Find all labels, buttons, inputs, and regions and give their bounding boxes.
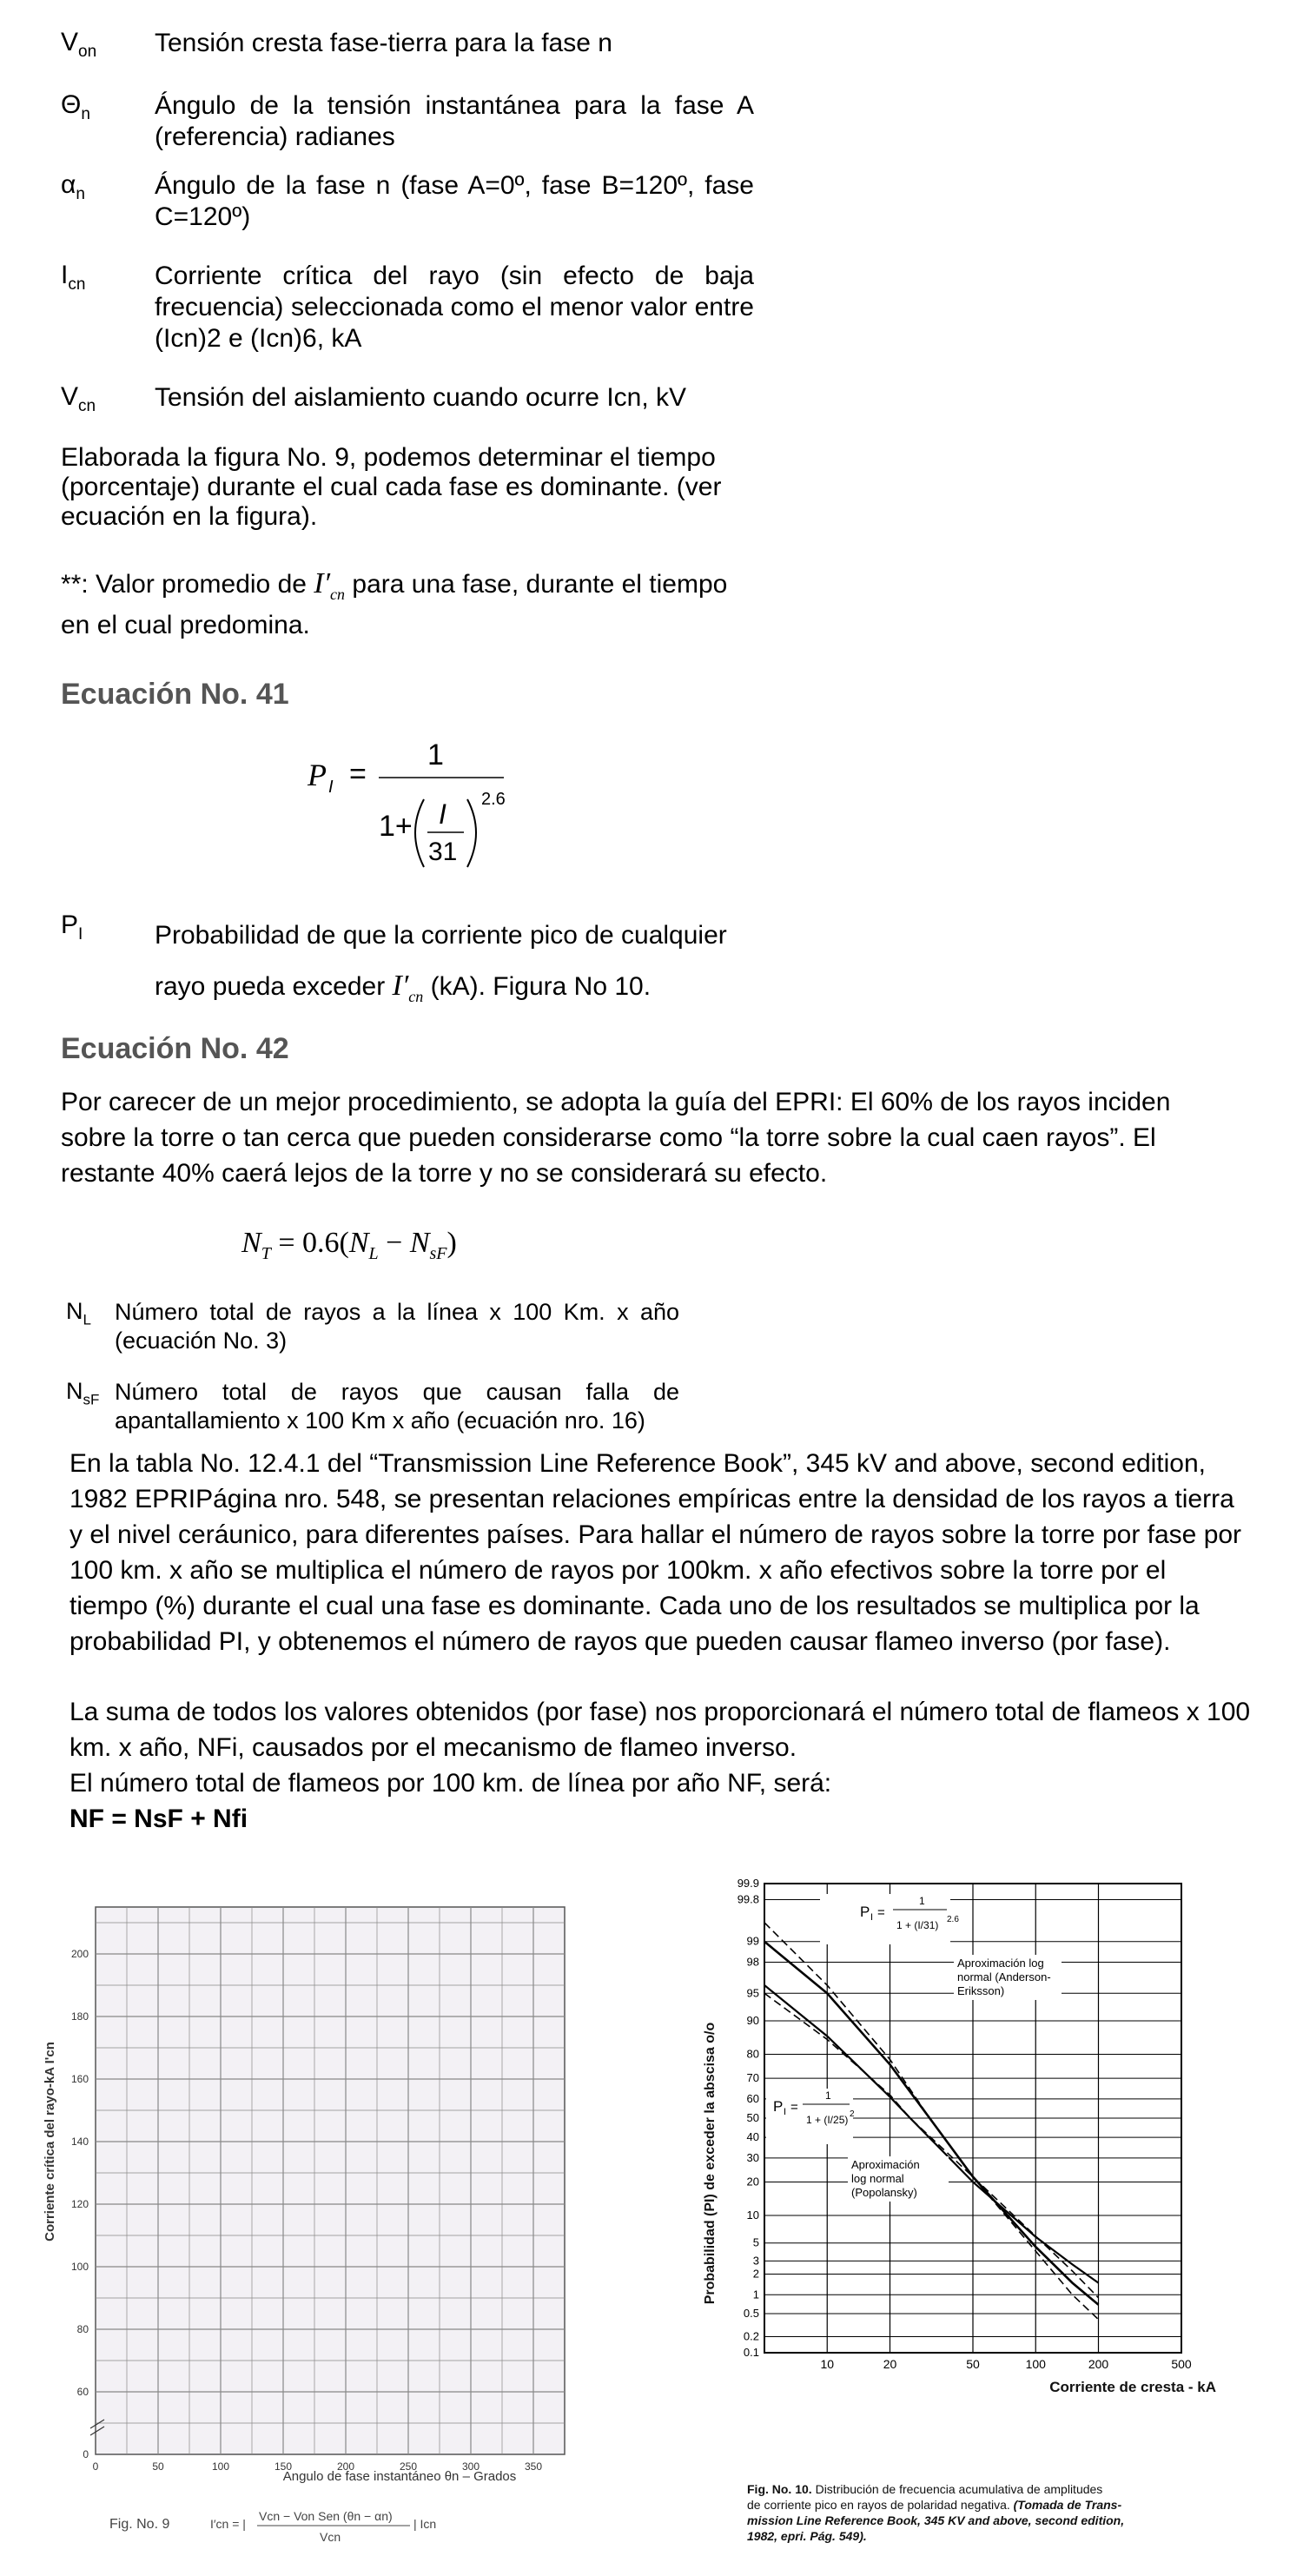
svg-text:2: 2 [850, 2109, 855, 2119]
fig10-y-tick: 1 [752, 2288, 759, 2301]
fig9-y-tick: 160 [70, 2073, 89, 2085]
eq41-numerator: 1 [427, 738, 444, 771]
svg-text:Eriksson): Eriksson) [957, 1984, 1005, 1997]
paragraph-sum: La suma de todos los valores obtenidos (por fase) nos proporcionará el número total de flameos x 100 km. x año, NFi, causados por el mecanismo de flameo inverso. [69, 1698, 1251, 1762]
definition-icn: Corriente crítica del rayo (sin efecto de baja frecuencia) seleccionada como el menor valor entre (Icn)2 e (Icn)6, kA [155, 262, 754, 353]
fig9-xlabel: Angulo de fase instantáneo θn – Grados [282, 2469, 517, 2484]
fig9-x-tick: 50 [152, 2460, 164, 2473]
definition-nsf: Número total de rayos que causan falla de apantallamiento x 100 Km x año (ecuación nro. 16) [115, 1379, 679, 1434]
fig9-caption: Fig. No. 9 [109, 2517, 170, 2532]
svg-text:I: I [784, 2107, 787, 2117]
fig9-y-tick: 200 [70, 1948, 89, 1960]
svg-text:Vcn: Vcn [320, 2530, 341, 2541]
equation-41 [295, 730, 539, 886]
fig10-annotation-popolansky [848, 2156, 949, 2202]
symbol-nsf: $N_{sF}$ [66, 1378, 100, 1408]
definition-vcn: Tensión del aislamiento cuando ocurre Icn, kV [155, 383, 687, 412]
fig9-x-tick: 0 [92, 2460, 99, 2473]
fig10-y-tick: 70 [746, 2071, 759, 2085]
svg-text:=: = [877, 1905, 885, 1920]
symbol-von: $V_{on}$ [61, 28, 97, 61]
svg-text:I: I [870, 1912, 874, 1923]
fig9-y-tick: 180 [70, 2010, 89, 2023]
fig9-y-tick: 60 [76, 2386, 89, 2398]
eq41-denominator: 31 [428, 838, 458, 866]
fig10-x-tick: 500 [1171, 2357, 1192, 2371]
paragraph-epri: Por carecer de un mejor procedimiento, se adopta la guía del EPRI: El 60% de los rayos inciden sobre la torre o tan cerca que pueden considerarse como “la torre sobre la cual caen rayos”. El restante 40% caerá lejos de la torre y no se considerará su efecto. [61, 1088, 1171, 1188]
svg-text:Aproximación log: Aproximación log [957, 1957, 1044, 1970]
definition-pi-line1: Probabilidad de que la corriente pico de cualquier [155, 921, 727, 950]
fig10-x-tick: 50 [966, 2357, 980, 2371]
fig10-annotation-pi-31 [820, 1894, 959, 1944]
fig10-x-tick: 100 [1025, 2357, 1046, 2371]
definition-pi-line2: rayo pueda exceder $I'_{cn}$ (kA). Figura No 10. [155, 970, 652, 1005]
svg-text:normal (Anderson-: normal (Anderson- [957, 1970, 1051, 1983]
fig9-formula [210, 2509, 436, 2541]
svg-text:Vcn − Von Sen (θn − αn): Vcn − Von Sen (θn − αn) [259, 2509, 393, 2523]
heading-equation-41: Ecuación No. 41 [61, 678, 289, 711]
heading-equation-42: Ecuación No. 42 [61, 1032, 289, 1065]
symbol-icn: $I_{cn}$ [61, 261, 86, 294]
definition-alpha-n: Ángulo de la fase n (fase A=0º, fase B=120º, fase C=120º) [155, 171, 754, 231]
svg-text:=: = [349, 758, 367, 791]
svg-text:2.6: 2.6 [947, 1915, 959, 1924]
fig10-y-tick: 80 [746, 2047, 759, 2061]
symbol-alpha-n: $\alpha_n$ [61, 170, 85, 203]
fig9-y-tick: 100 [70, 2261, 89, 2273]
svg-text:log normal: log normal [851, 2172, 904, 2185]
svg-text:1: 1 [825, 2089, 831, 2102]
fig10-y-tick: 95 [746, 1986, 759, 2000]
fig10-y-tick: 60 [746, 2091, 759, 2105]
equation-42: $N_T = 0.6(N_L - N_{sF})$ [241, 1227, 457, 1263]
fig10-x-tick: 20 [883, 2357, 897, 2371]
svg-text:1 + (I/25): 1 + (I/25) [806, 2114, 849, 2126]
fig9-grid [90, 1907, 565, 2454]
svg-text:=: = [790, 2100, 798, 2115]
fig10-y-tick: 40 [746, 2130, 759, 2144]
fig10-x-tick: 200 [1088, 2357, 1109, 2371]
fig10-annotation-anderson [954, 1955, 1062, 2000]
fig10-y-tick: 2 [752, 2267, 759, 2281]
definition-von: Tensión cresta fase-tierra para la fase n [155, 29, 612, 57]
fig10-annotation-pi-25 [766, 2089, 855, 2144]
paragraph-total-flashovers: El número total de flameos por 100 km. de línea por año NF, será: [69, 1769, 832, 1798]
fig10-y-tick: 0.2 [743, 2329, 759, 2343]
fig10-y-tick: 0.5 [743, 2307, 759, 2321]
eq41-lhs: P [308, 758, 327, 792]
paragraph-fig9: Elaborada la figura No. 9, podemos determinar el tiempo (porcentaje) durante el cual cada fase es dominante. (ver ecuación en la figura). [61, 443, 722, 531]
fig10-y-tick: 3 [752, 2254, 759, 2268]
fig9-x-tick: 350 [524, 2460, 543, 2473]
fig9-x-tick: 150 [274, 2460, 293, 2473]
eq41-one-plus: 1+ [379, 810, 413, 843]
svg-text:1: 1 [919, 1895, 925, 1907]
eq41-exponent: 2.6 [481, 790, 506, 809]
definition-pi [155, 911, 763, 1022]
fig10-y-tick: 5 [752, 2235, 759, 2249]
fig9-plot-area [96, 1907, 565, 2454]
paragraph-reference-book: En la tabla No. 12.4.1 del “Transmission Line Reference Book”, 345 kV and above, second edition, 1982 EPRIPágina nro. 548, se presentan relaciones empíricas entre la densidad de los rayos a tierra y el nivel ceráunico, para diferentes países. Para hallar el número de rayos sobre la torre por fase por 100 km. x año se multiplica el número de rayos por 100km. x año efectivos sobre la torre por el tiempo (%) durante el cual una fase es dominante. Cada uno de los resultados se multiplica por la probabilidad PI, y obtenemos el número de rayos que pueden causar flameo inverso (por fase). [69, 1449, 1242, 1656]
svg-text:I′cn = |: I′cn = | [210, 2517, 246, 2531]
figure-9 [35, 1881, 625, 2541]
svg-text:P: P [773, 2098, 784, 2115]
svg-text:Aproximación: Aproximación [851, 2158, 920, 2171]
svg-text:mission Line Reference Book, 3: mission Line Reference Book, 345 KV and above, second edition, [747, 2513, 1125, 2527]
fig10-y-tick: 30 [746, 2150, 759, 2164]
definition-theta-n: Ángulo de la tensión instantánea para la fase A (referencia) radianes [155, 91, 754, 151]
fig10-y-tick: 99.8 [737, 1892, 759, 1906]
fig9-x-tick: 200 [336, 2460, 355, 2473]
fig10-y-tick: 98 [746, 1955, 759, 1969]
fig9-x-tick: 300 [461, 2460, 480, 2473]
fig10-y-tick: 90 [746, 2014, 759, 2028]
symbol-pi: $P_I$ [61, 911, 83, 944]
fig9-y-tick: 0 [83, 2448, 89, 2460]
symbol-nl: $N_L$ [66, 1298, 91, 1328]
fig10-ylabel: Probabilidad (PI) de exceder la abscisa o/o [703, 2022, 718, 2305]
fig10-caption [747, 2482, 1124, 2543]
svg-text:| Icn: | Icn [413, 2517, 437, 2531]
fig9-x-tick: 100 [211, 2460, 230, 2473]
figure-10 [695, 1877, 1294, 2572]
fig10-y-tick: 99.9 [737, 1877, 759, 1890]
note-icn-average: **: Valor promedio de $I'_{cn}$ para una fase, durante el tiempo en el cual predomina. [61, 567, 728, 639]
eq41-lhs-sub: I [328, 778, 334, 797]
fig9-y-tick: 140 [70, 2136, 89, 2148]
svg-text:Fig. No. 10. Distribución de f: Fig. No. 10. Distribución de frecuencia acumulativa de amplitudes [747, 2482, 1103, 2496]
equation-nf: NF = NsF + Nfi [69, 1805, 248, 1833]
fig10-xlabel: Corriente de cresta - kA [1049, 2379, 1216, 2395]
eq41-var: I [439, 798, 446, 830]
fig10-y-tick: 0.1 [743, 2346, 759, 2359]
fig10-y-tick: 99 [746, 1934, 759, 1948]
definition-nl: Número total de rayos a la línea x 100 Km. x año (ecuación No. 3) [115, 1299, 679, 1354]
svg-text:(Popolansky): (Popolansky) [851, 2186, 917, 2199]
fig10-y-tick: 20 [746, 2175, 759, 2189]
svg-text:1 + (I/31): 1 + (I/31) [896, 1919, 939, 1931]
svg-text:de corriente pico en rayos de: de corriente pico en rayos de polaridad negativa. (Tomada de Trans- [747, 2498, 1122, 2512]
svg-text:P: P [860, 1904, 870, 1920]
symbol-theta-n: $\Theta_n$ [61, 90, 90, 123]
svg-text:1982, epri. Pág. 549).: 1982, epri. Pág. 549). [747, 2529, 867, 2543]
fig10-y-tick: 50 [746, 2111, 759, 2124]
fig10-y-tick: 10 [746, 2208, 759, 2222]
fig10-x-tick: 10 [820, 2357, 835, 2371]
symbol-vcn: $V_{cn}$ [61, 382, 96, 415]
fig9-x-tick: 250 [399, 2460, 418, 2473]
fig9-y-tick: 120 [70, 2198, 89, 2210]
fig9-ylabel: Corriente crítica del rayo-kA I'cn [43, 2042, 57, 2242]
fig9-y-tick: 80 [76, 2323, 89, 2335]
